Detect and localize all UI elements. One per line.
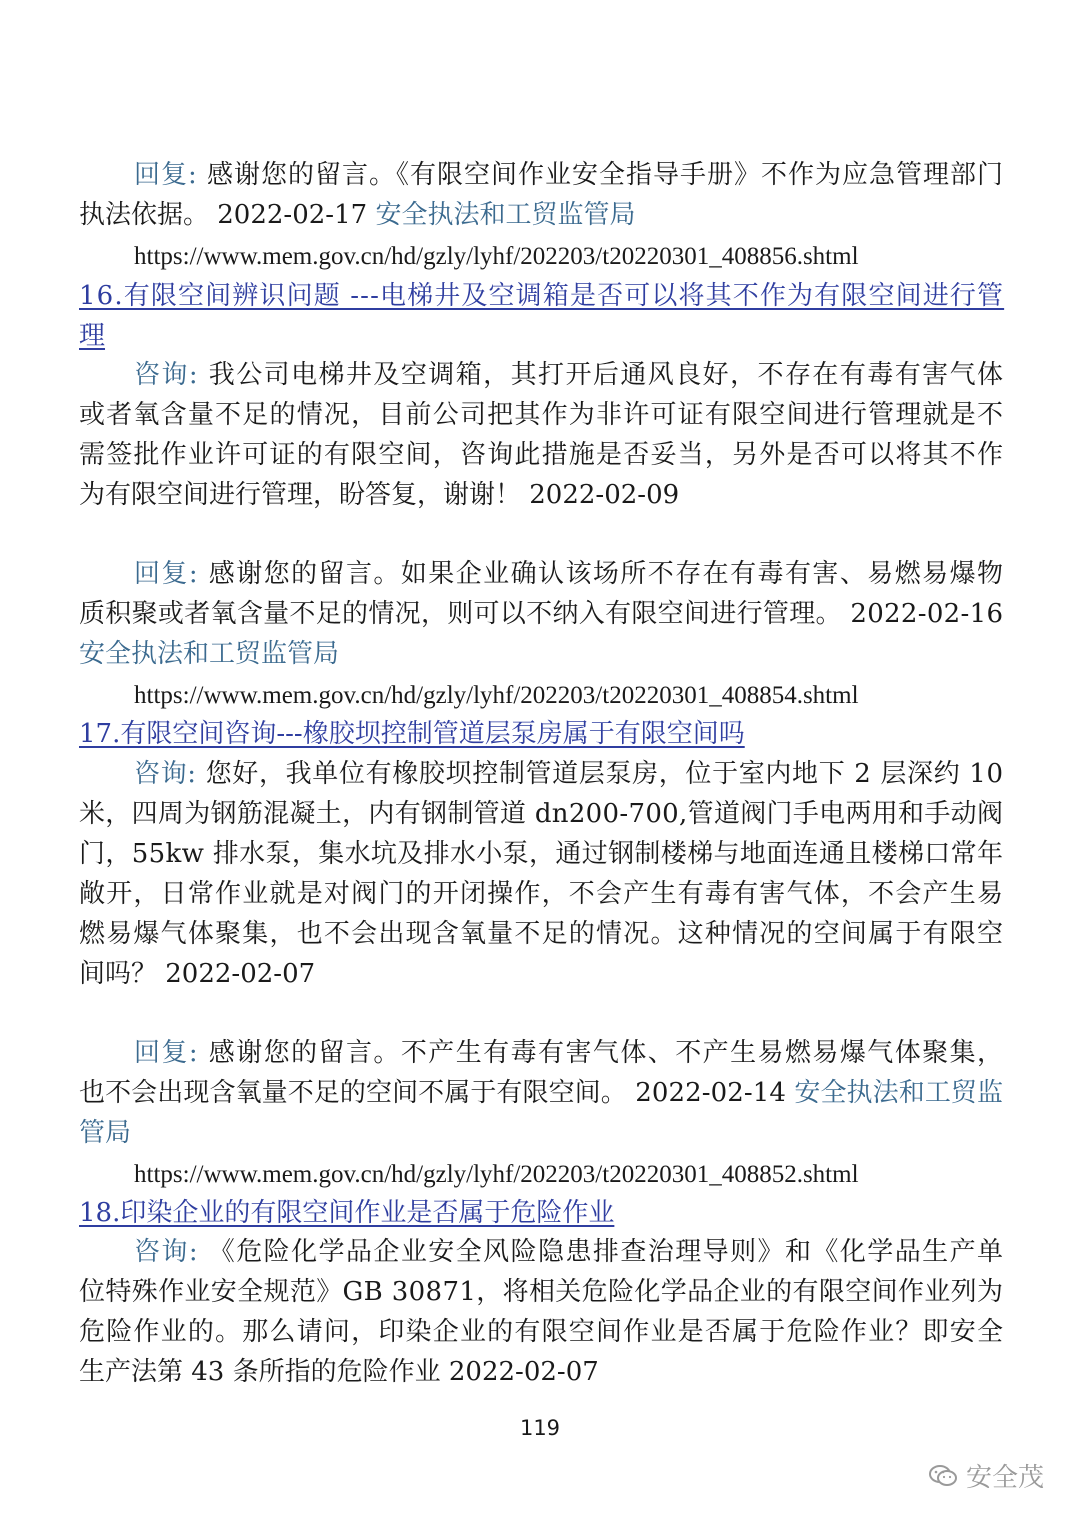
body-text: 或者氧含量不足的情况，目前公司把其作为非许可证有限空间进行管理就是不: [79, 400, 1005, 430]
section-heading-link[interactable]: 18.印染企业的有限空间作业是否属于危险作业: [79, 1198, 615, 1228]
body-text: 敞开，日常作业就是对阀门的开闭操作，不会产生有毒有害气体，不会产生易: [79, 879, 1005, 909]
section-heading-link[interactable]: 理: [79, 321, 106, 351]
body-text: 位特殊作业安全规范》GB 30871，将相关危险化学品企业的有限空间作业列为: [79, 1277, 1004, 1307]
body-text: 质积聚或者氧含量不足的情况，则可以不纳入有限空间进行管理。 2022-02-16: [79, 599, 1004, 629]
department-name: 安全执法和工贸监管局: [79, 639, 340, 669]
body-text: 米，四周为钢筋混凝土，内有钢制管道 dn200-700,管道阀门手电两用和手动阀: [79, 799, 1004, 829]
department-name: 安全执法和工贸监: [794, 1078, 1004, 1108]
body-text: 感谢您的留言。不产生有毒有害气体、不产生易燃易爆气体聚集，: [199, 1038, 1005, 1068]
body-text: 需签批作业许可证的有限空间，咨询此措施是否妥当，另外是否可以将其不作: [79, 440, 1005, 470]
source-url-link[interactable]: https://www.mem.gov.cn/hd/gzly/lyhf/202203/t20220301_408856.shtml: [134, 243, 859, 270]
department-name: 安全执法和工贸监管局: [375, 200, 636, 230]
body-text: 门，55kw 排水泵，集水坑及排水小泵，通过钢制楼梯与地面连通且楼梯口常年: [79, 839, 1004, 869]
source-url-link[interactable]: https://www.mem.gov.cn/hd/gzly/lyhf/202203/t20220301_408854.shtml: [134, 682, 859, 709]
entry-label: 咨询:: [134, 360, 200, 390]
body-text: 燃易爆气体聚集，也不会出现含氧量不足的情况。这种情况的空间属于有限空: [79, 919, 1005, 949]
body-text: 间吗？ 2022-02-07: [79, 959, 316, 989]
section-heading-link[interactable]: 17.有限空间咨询---橡胶坝控制管道层泵房属于有限空间吗: [79, 719, 745, 749]
body-text: 为有限空间进行管理，盼答复，谢谢！ 2022-02-09: [79, 480, 680, 510]
body-text: 《危险化学品企业安全风险隐患排查治理导则》和《化学品生产单: [199, 1237, 1005, 1267]
body-text: 执法依据。 2022-02-17: [79, 200, 376, 230]
entry-label: 咨询:: [134, 1237, 200, 1267]
body-text: 危险作业的。那么请问，印染企业的有限空间作业是否属于危险作业？即安全: [79, 1317, 1005, 1347]
watermark-text: 安全茂: [965, 1463, 1044, 1493]
source-url-link[interactable]: https://www.mem.gov.cn/hd/gzly/lyhf/202203/t20220301_408852.shtml: [134, 1161, 859, 1188]
body-text: 生产法第 43 条所指的危险作业 2022-02-07: [79, 1357, 599, 1387]
entry-label: 回复:: [134, 559, 200, 589]
entry-label: 咨询:: [134, 759, 197, 789]
body-text: 感谢您的留言。如果企业确认该场所不存在有毒有害、易燃易爆物: [199, 559, 1005, 589]
wechat-icon: [928, 1463, 958, 1489]
body-text: 我公司电梯井及空调箱，其打开后通风良好，不存在有毒有害气体: [199, 360, 1005, 390]
department-name: 管局: [79, 1118, 132, 1148]
section-heading-link[interactable]: 16.有限空间辨识问题 ---电梯井及空调箱是否可以将其不作为有限空间进行管: [79, 281, 1005, 311]
body-text: 您好，我单位有橡胶坝控制管道层泵房，位于室内地下 2 层深约 10: [196, 759, 1004, 789]
page-number: 119: [519, 1416, 561, 1440]
body-text: 感谢您的留言。《有限空间作业安全指导手册》不作为应急管理部门: [197, 160, 1005, 190]
body-text: 也不会出现含氧量不足的空间不属于有限空间。 2022-02-14: [79, 1078, 795, 1108]
watermark: [928, 1457, 1044, 1494]
entry-label: 回复:: [134, 1038, 200, 1068]
entry-label: 回复:: [134, 160, 198, 190]
